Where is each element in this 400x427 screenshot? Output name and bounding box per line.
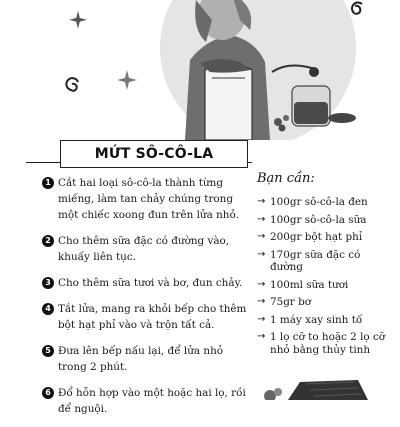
- step-text: Cắt hai loại sô-cô-la thành từng miếng, làm tan chảy chúng trong một chiếc xoong đun trên lửa nhỏ.: [58, 177, 240, 221]
- step-number: 3: [42, 277, 54, 289]
- arrow-icon: →: [257, 248, 266, 260]
- step-5: [42, 343, 252, 375]
- ingredient-text: 100gr sô-cô-la sữa: [270, 213, 367, 226]
- ingredient-text: 200gr bột hạt phỉ: [270, 231, 363, 243]
- ingredient-text: 75gr bơ: [270, 296, 312, 308]
- recipe-title-box: [60, 140, 248, 168]
- ingredient-item: [257, 314, 392, 327]
- step-2: [42, 233, 252, 265]
- arrow-icon: →: [257, 331, 266, 342]
- ingredient-item: [257, 214, 392, 227]
- ingredient-text: 1 lọ cỡ to hoặc 2 lọ cỡ nhỏ bằng thủy tinh: [270, 331, 386, 356]
- arrow-icon: →: [257, 196, 266, 207]
- arrow-icon: →: [257, 278, 266, 290]
- step-text: Đưa lên bếp nấu lại, để lửa nhỏ trong 2 phút.: [58, 345, 224, 373]
- ingredient-item: [257, 249, 392, 274]
- step-text: Đổ hỗn hợp vào một hoặc hai lọ, rồi để nguội.: [58, 387, 246, 415]
- step-number: 5: [42, 345, 54, 357]
- arrow-icon: →: [257, 213, 266, 225]
- arrow-icon: →: [257, 313, 266, 325]
- ingredient-text: 170gr sữa đặc có đường: [270, 248, 361, 273]
- step-text: Cho thêm sữa tươi và bơ, đun chảy.: [58, 277, 243, 289]
- step-number: 6: [42, 387, 54, 399]
- recipe-steps: [42, 175, 252, 427]
- step-1: [42, 175, 252, 223]
- step-number: 4: [42, 303, 54, 315]
- ingredient-text: 1 máy xay sinh tố: [270, 313, 363, 326]
- arrow-icon: →: [257, 296, 266, 307]
- step-number: 1: [42, 177, 54, 189]
- ingredient-item: [257, 331, 392, 356]
- ingredient-text: 100ml sữa tươi: [270, 278, 349, 291]
- chef-girl-illustration: [0, 0, 400, 140]
- swirl-icon: [352, 2, 362, 13]
- step-text: Cho thêm sữa đặc có đường vào, khuấy liên tục.: [58, 235, 230, 263]
- arrow-icon: →: [257, 231, 266, 242]
- step-number: 2: [42, 235, 54, 247]
- step-3: [42, 275, 252, 291]
- sparkle-icon: [117, 70, 137, 90]
- recipe-title: MỨT SÔ-CÔ-LA: [94, 146, 214, 162]
- chocolate-bar-illustration: [250, 372, 400, 400]
- ingredient-item: [257, 196, 392, 209]
- ingredients-list: [257, 196, 392, 361]
- swirl-icon: [66, 78, 78, 91]
- ingredient-text: 100gr sô-cô-la đen: [270, 196, 368, 208]
- step-6: [42, 385, 252, 417]
- ingredient-item: [257, 231, 392, 244]
- sparkle-icon: [69, 11, 87, 29]
- ingredient-item: [257, 296, 392, 309]
- ingredients-title: Bạn cần:: [257, 171, 315, 186]
- step-4: [42, 301, 252, 333]
- ingredient-item: [257, 279, 392, 292]
- step-text: Tắt lửa, mang ra khỏi bếp cho thêm bột hạt phỉ vào và trộn tất cả.: [58, 303, 247, 331]
